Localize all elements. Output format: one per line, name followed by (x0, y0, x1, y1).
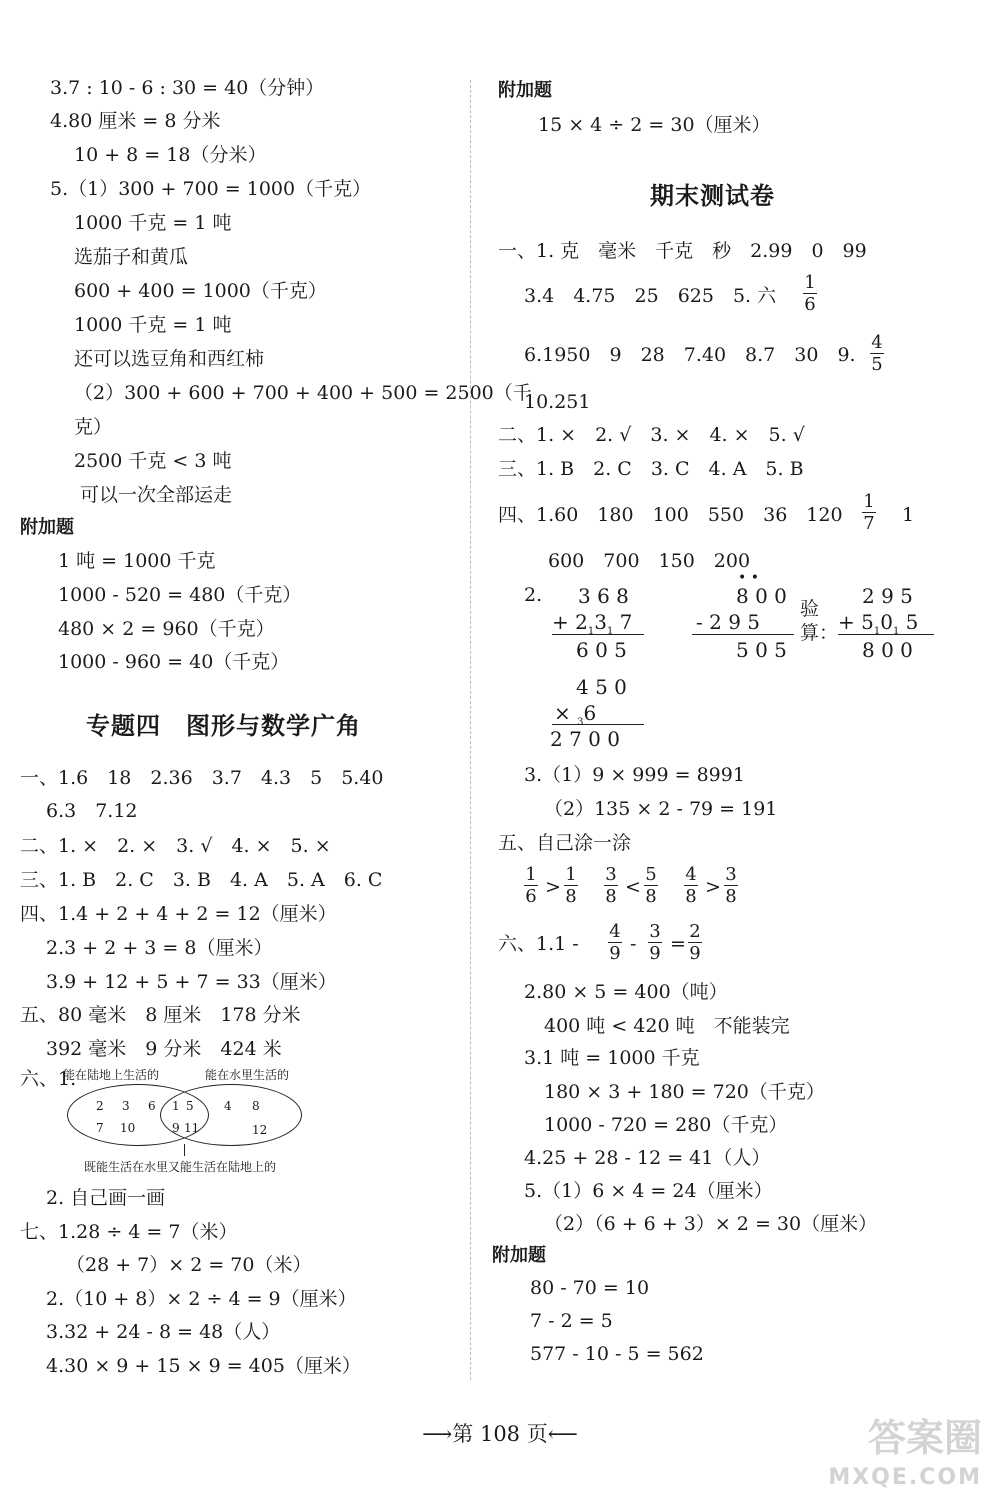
footer-ornament-right-icon: ⟵ (547, 1422, 578, 1446)
answer-line: 1000 千克 = 1 吨 (74, 212, 232, 234)
answer-line: 3.4 4.75 25 625 5. 六 (524, 285, 777, 307)
answer-line-prefix: 六、1.1 - (498, 933, 579, 955)
answer-line: （2）（6 + 6 + 3）× 2 = 30（厘米） (544, 1213, 878, 1235)
venn-number: 4 (224, 1099, 232, 1113)
answer-line: 5.（1）300 + 700 = 1000（千克） (50, 178, 372, 200)
fraction (870, 332, 884, 375)
venn-number: 5 (186, 1099, 194, 1113)
fraction (862, 491, 876, 534)
fraction-numerator: 4 (871, 332, 883, 353)
answer-line: （2）135 × 2 - 79 = 191 (544, 798, 778, 820)
comparison-sign: > (705, 876, 721, 898)
answer-label: 2. (524, 584, 543, 606)
answer-line: 2500 千克 < 3 吨 (74, 450, 232, 472)
fraction-numerator: 1 (863, 491, 875, 512)
vertical-addition: 3 6 8 + $2_13_1$ 7 6 0 5 (552, 584, 633, 662)
fraction-numerator: 1 (565, 864, 577, 885)
answer-line: 2.（10 + 8）× 2 ÷ 4 = 9（厘米） (46, 1288, 357, 1310)
fraction (564, 864, 578, 907)
section-title: 期末测试卷 (650, 182, 775, 210)
fraction (803, 272, 817, 315)
answer-line: 6.1950 9 28 7.40 8.7 30 9. (524, 344, 856, 366)
calc-rule (552, 634, 644, 635)
fraction-denominator: 8 (645, 886, 657, 907)
answer-line: 选茄子和黄瓜 (74, 246, 189, 268)
fraction (724, 864, 738, 907)
answer-line: 一、1.6 18 2.36 3.7 4.3 5 5.40 (20, 767, 384, 789)
venn-number: 1 (172, 1099, 180, 1113)
fraction (608, 921, 622, 964)
fraction-denominator: 9 (649, 943, 661, 964)
vertical-addition-check: 2 9 5 + $5_10_1$ 5 8 0 0 (838, 584, 919, 662)
fraction (524, 864, 538, 907)
fraction-numerator: 4 (685, 864, 697, 885)
answer-line: 392 毫米 9 分米 424 米 (46, 1038, 282, 1060)
fraction-denominator: 8 (605, 886, 617, 907)
answer-line: 四、1.60 180 100 550 36 120 (498, 504, 843, 526)
answer-line: 10.251 (524, 391, 591, 413)
answer-line: 还可以选豆角和西红柿 (74, 348, 265, 370)
fraction-numerator: 3 (605, 864, 617, 885)
answer-line: 七、1.28 ÷ 4 = 7（米） (20, 1221, 238, 1243)
venn-number: 8 (252, 1099, 260, 1113)
fraction (644, 864, 658, 907)
venn-number: 9 (172, 1121, 180, 1135)
fraction-denominator: 6 (804, 294, 816, 315)
topic-title: 专题四 图形与数学广角 (86, 712, 361, 740)
answer-line: 2.3 + 2 + 3 = 8（厘米） (46, 937, 273, 959)
fraction-denominator: 8 (565, 886, 577, 907)
venn-left-label: 能在陆地上生活的 (63, 1068, 160, 1082)
answer-line: 2.80 × 5 = 400（吨） (524, 981, 728, 1003)
answer-line-prefix: 六、1. (20, 1068, 77, 1090)
answer-line: 3.（1）9 × 999 = 8991 (524, 764, 745, 786)
vertical-subtraction: • • 8 0 0 - 2 9 5 5 0 5 (696, 570, 787, 662)
answer-line: 600 + 400 = 1000（千克） (74, 280, 327, 302)
operator: = (670, 933, 686, 955)
venn-number: 2 (96, 1099, 104, 1113)
answer-line: 577 - 10 - 5 = 562 (530, 1343, 704, 1365)
answer-line: 7 - 2 = 5 (530, 1310, 613, 1332)
fraction (684, 864, 698, 907)
answer-line: 1000 - 720 = 280（千克） (544, 1114, 788, 1136)
watermark (828, 1418, 982, 1498)
answer-line: 二、1. × 2. × 3. √ 4. × 5. × (20, 835, 331, 857)
fraction-denominator: 8 (725, 886, 737, 907)
fraction-denominator: 9 (689, 943, 701, 964)
answer-line: 180 × 3 + 180 = 720（千克） (544, 1081, 825, 1103)
answer-line: 5.（1）6 × 4 = 24（厘米） (524, 1180, 773, 1202)
answer-line: 五、自己涂一涂 (498, 832, 632, 854)
answer-line: 可以一次全部运走 (80, 484, 233, 506)
answer-line: 6.3 7.12 (46, 800, 138, 822)
answer-line: 600 700 150 200 (548, 550, 751, 572)
fraction (648, 921, 662, 964)
answer-line: 2. 自己画一画 (46, 1187, 166, 1209)
fraction-denominator: 6 (525, 886, 537, 907)
watermark-url: MXQE.COM (828, 1465, 982, 1490)
fraction-denominator: 5 (871, 354, 883, 375)
answer-line: 15 × 4 ÷ 2 = 30（厘米） (538, 114, 771, 136)
fraction-denominator: 7 (863, 513, 875, 534)
venn-number: 10 (120, 1121, 136, 1135)
answer-line: 1 吨 = 1000 千克 (58, 550, 216, 572)
venn-right-ellipse (160, 1084, 302, 1146)
extra-question-title: 附加题 (492, 1245, 546, 1266)
venn-number: 11 (184, 1121, 200, 1135)
answer-line: 1000 - 960 = 40（千克） (58, 651, 290, 673)
fraction (604, 864, 618, 907)
extra-question-title: 附加题 (498, 80, 552, 101)
comparison-sign: > (545, 876, 561, 898)
answer-line: 10 + 8 = 18（分米） (74, 144, 267, 166)
answer-line: 3.32 + 24 - 8 = 48（人） (46, 1321, 281, 1343)
fraction-numerator: 3 (649, 921, 661, 942)
operator: - (630, 933, 637, 955)
answer-line: 三、1. B 2. C 3. B 4. A 5. A 6. C (20, 869, 383, 891)
answer-line: 3.9 + 12 + 5 + 7 = 33（厘米） (46, 971, 337, 993)
answer-line: 1000 - 520 = 480（千克） (58, 584, 302, 606)
fraction-numerator: 2 (689, 921, 701, 942)
watermark-logo-text: 答案圈 (867, 1416, 982, 1460)
calc-rule (552, 724, 644, 725)
vertical-multiplication: 4 5 0 × $_3$6 2 7 0 0 (550, 675, 627, 751)
answer-line: 480 × 2 = 960（千克） (58, 618, 275, 640)
answer-line: 3.7 : 10 - 6 : 30 = 40（分钟） (50, 77, 325, 99)
answer-line: 四、1.4 + 2 + 4 + 2 = 12（厘米） (20, 903, 337, 925)
venn-number: 12 (252, 1123, 268, 1137)
answer-line: 4.25 + 28 - 12 = 41（人） (524, 1147, 771, 1169)
answer-line: 1000 千克 = 1 吨 (74, 314, 232, 336)
answer-line: 二、1. × 2. √ 3. × 4. × 5. √ (498, 424, 805, 446)
answer-line: （2）300 + 600 + 700 + 400 + 500 = 2500（千 (74, 382, 532, 404)
check-label: 验算： (800, 598, 839, 644)
venn-right-label: 能在水里生活的 (205, 1068, 290, 1082)
venn-number: 7 (96, 1121, 104, 1135)
fraction-denominator: 8 (685, 886, 697, 907)
calc-rule (692, 634, 794, 635)
answer-line: 五、80 毫米 8 厘米 178 分米 (20, 1004, 301, 1026)
fraction-denominator: 9 (609, 943, 621, 964)
answer-line: 400 吨 < 420 吨 不能装完 (544, 1015, 790, 1037)
fraction-numerator: 5 (645, 864, 657, 885)
fraction-numerator: 3 (725, 864, 737, 885)
fraction (688, 921, 702, 964)
venn-bottom-label: 既能生活在水里又能生活在陆地上的 (84, 1160, 277, 1174)
page-number-text: 第 108 页 (452, 1422, 548, 1446)
footer-ornament-left-icon: ⟶ (422, 1422, 453, 1446)
answer-line: （28 + 7）× 2 = 70（米） (66, 1254, 312, 1276)
calc-rule (838, 634, 934, 635)
answer-line: 三、1. B 2. C 3. C 4. A 5. B (498, 458, 804, 480)
venn-number: 6 (148, 1099, 156, 1113)
venn-number: 3 (122, 1099, 130, 1113)
fraction-numerator: 4 (609, 921, 621, 942)
fraction-numerator: 1 (525, 864, 537, 885)
answer-line: 4.30 × 9 + 15 × 9 = 405（厘米） (46, 1355, 361, 1377)
fraction-numerator: 1 (804, 272, 816, 293)
venn-diagram (60, 1066, 320, 1178)
answer-line: 3.1 吨 = 1000 千克 (524, 1047, 700, 1069)
answer-line: 克） (74, 416, 113, 438)
answer-value: 1 (902, 504, 915, 526)
extra-question-title: 附加题 (20, 517, 74, 538)
answer-line: 4.80 厘米 = 8 分米 (50, 110, 221, 132)
answer-line: 80 - 70 = 10 (530, 1277, 650, 1299)
answer-line: 一、1. 克 毫米 千克 秒 2.99 0 99 (498, 240, 867, 262)
comparison-sign: < (625, 876, 641, 898)
column-divider (470, 80, 471, 1380)
venn-pointer-line (184, 1144, 185, 1156)
